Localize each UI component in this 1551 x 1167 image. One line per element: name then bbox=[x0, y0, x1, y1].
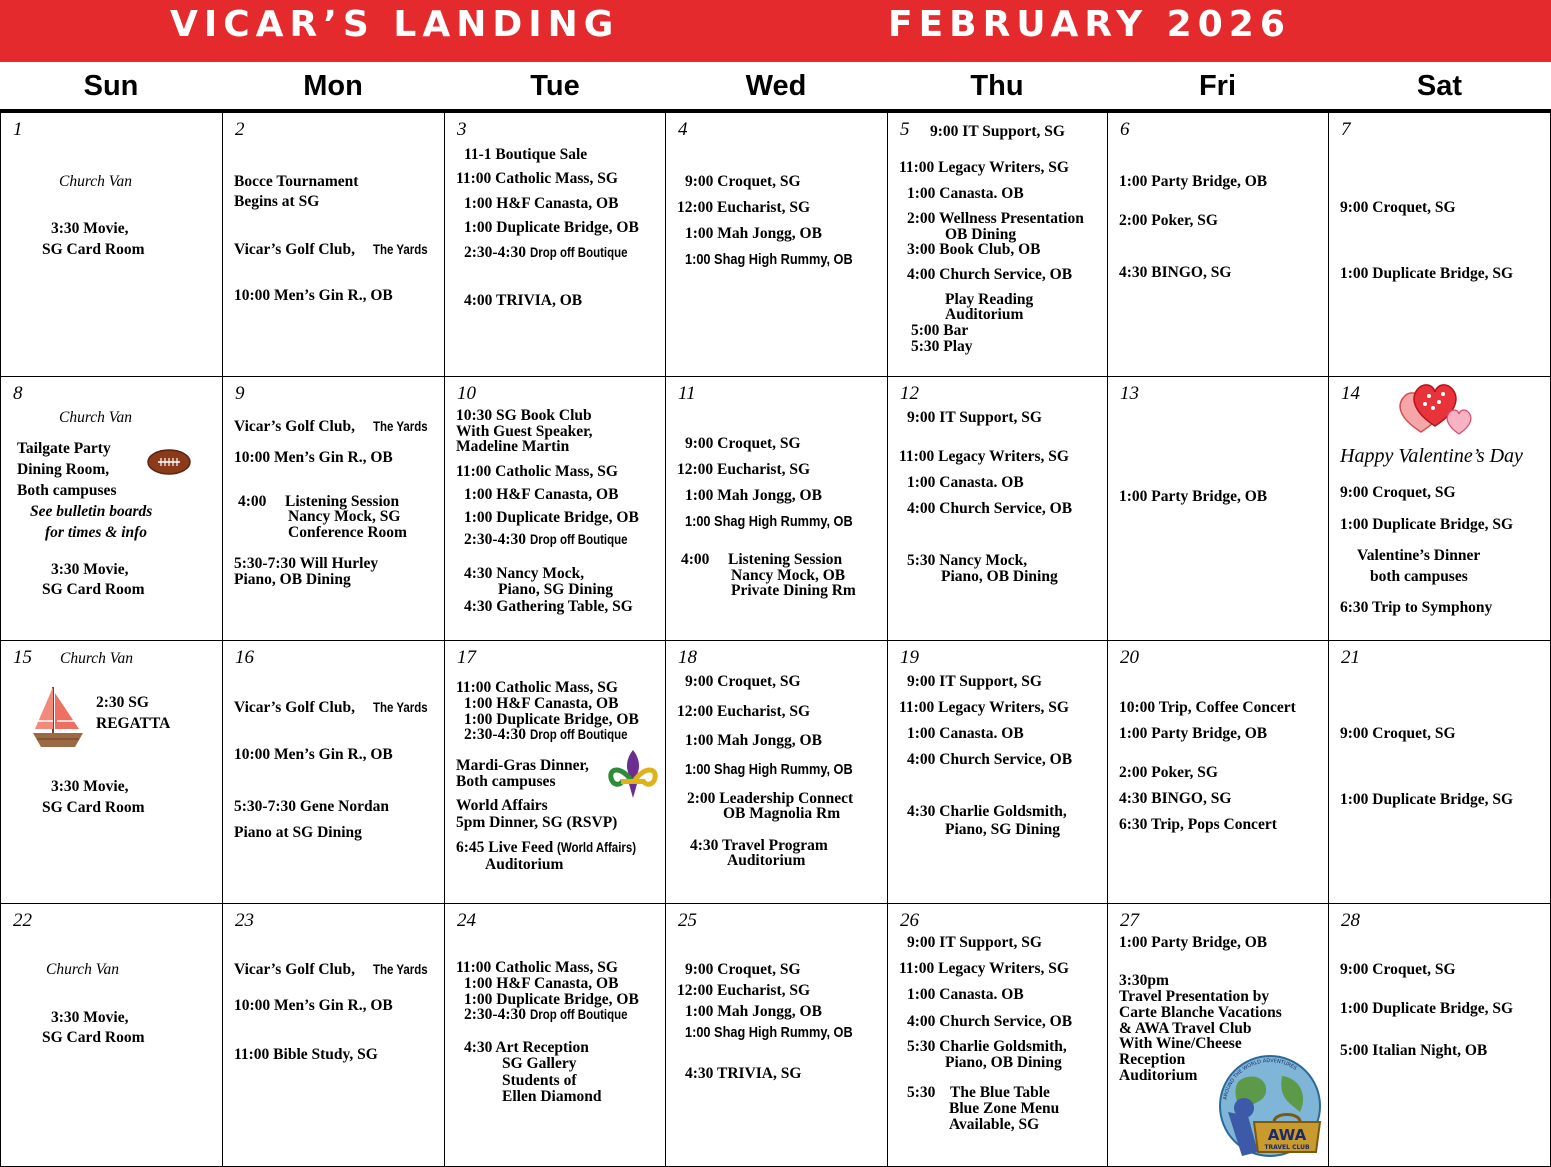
day-number: 19 bbox=[900, 647, 919, 668]
event-line: 9:00 Croquet, SG bbox=[1340, 961, 1456, 978]
event-line: 3:30 Movie, bbox=[51, 561, 129, 578]
weekday-sun: Sun bbox=[83, 70, 139, 102]
event-line: 5:30 Charlie Goldsmith, bbox=[907, 1038, 1067, 1055]
event-line: The Yards bbox=[373, 700, 428, 715]
event-line: 1:00 H&F Canasta, OB bbox=[464, 195, 619, 212]
event-line: 9:00 Croquet, SG bbox=[685, 673, 801, 690]
event-line: 1:00 Party Bridge, OB bbox=[1119, 173, 1268, 190]
day-number: 24 bbox=[457, 910, 476, 931]
event-line: Mardi-Gras Dinner, bbox=[456, 757, 589, 774]
event-line: 9:00 IT Support, SG bbox=[907, 409, 1042, 426]
event-line: 12:00 Eucharist, SG bbox=[677, 982, 811, 999]
event-line: 4:00 TRIVIA, OB bbox=[464, 292, 583, 309]
event-line: 1:00 Duplicate Bridge, OB bbox=[464, 219, 639, 236]
event-line: Private Dining Rm bbox=[731, 582, 856, 599]
event-line: 9:00 Croquet, SG bbox=[1340, 199, 1456, 216]
event-line: 12:00 Eucharist, SG bbox=[677, 461, 811, 478]
event-line: Both campuses bbox=[17, 482, 117, 499]
event-line: Both campuses bbox=[456, 773, 556, 790]
event-line: Church Van bbox=[60, 650, 134, 667]
day-number: 25 bbox=[678, 910, 697, 931]
event-line: 11:00 Catholic Mass, SG bbox=[456, 959, 618, 976]
weekday-fri: Fri bbox=[1198, 70, 1237, 102]
day-cell bbox=[1329, 904, 1550, 1166]
event-line: Auditorium bbox=[1119, 1067, 1198, 1084]
event-line: 9:00 IT Support, SG bbox=[907, 934, 1042, 951]
event-line: 1:00 Mah Jongg, OB bbox=[685, 1003, 822, 1020]
event-line: 3:30 Movie, bbox=[51, 1009, 129, 1026]
day-cell bbox=[888, 904, 1107, 1166]
event-line: 1:00 Party Bridge, OB bbox=[1119, 488, 1268, 505]
event-line: 1:00 Shag High Rummy, OB bbox=[685, 513, 853, 530]
event-line: Piano, OB Dining bbox=[234, 571, 351, 588]
day-number: 7 bbox=[1341, 119, 1351, 140]
day-number: 27 bbox=[1120, 910, 1139, 931]
day-cell bbox=[1329, 641, 1550, 903]
day-cell bbox=[223, 641, 444, 903]
event-line: Drop off Boutique bbox=[529, 532, 628, 547]
awa-travel-club-logo bbox=[1208, 1052, 1328, 1164]
event-line: 1:00 Shag High Rummy, OB bbox=[685, 1024, 853, 1041]
event-line: 9:00 Croquet, SG bbox=[1340, 484, 1456, 501]
event-line: Piano, OB Dining bbox=[945, 1054, 1062, 1071]
event-line: Auditorium bbox=[945, 306, 1024, 323]
day-number: 1 bbox=[13, 119, 23, 140]
event-line: Drop off Boutique bbox=[529, 245, 628, 260]
event-line: 1:00 H&F Canasta, OB bbox=[464, 695, 619, 712]
hearts-icon bbox=[1395, 382, 1475, 436]
day-cell bbox=[888, 641, 1107, 903]
event-line: Listening Session bbox=[728, 551, 843, 568]
day-number: 16 bbox=[235, 647, 254, 668]
event-line: for times & info bbox=[45, 524, 148, 541]
event-line: 6:30 Trip, Pops Concert bbox=[1119, 816, 1277, 833]
event-line: both campuses bbox=[1370, 568, 1468, 585]
event-line: 4:00 Church Service, OB bbox=[907, 266, 1073, 283]
event-line: 1:00 Mah Jongg, OB bbox=[685, 487, 822, 504]
event-line: 1:00 Party Bridge, OB bbox=[1119, 725, 1268, 742]
day-cell bbox=[445, 641, 665, 903]
event-line: Vicar’s Golf Club, bbox=[234, 418, 355, 435]
day-cell bbox=[1329, 377, 1550, 640]
weekday-mon: Mon bbox=[303, 70, 363, 102]
event-line: 2:30-4:30 bbox=[464, 726, 526, 743]
event-line: 1:00 Shag High Rummy, OB bbox=[685, 251, 853, 268]
event-line: 9:00 Croquet, SG bbox=[685, 435, 801, 452]
event-line: 5:30 Nancy Mock, bbox=[907, 552, 1028, 569]
day-cell bbox=[223, 377, 444, 640]
event-line: 4:00 bbox=[681, 551, 710, 568]
event-line: With Guest Speaker, bbox=[456, 423, 593, 440]
event-line: Piano, SG Dining bbox=[498, 581, 613, 598]
month-title: FEBRUARY 2026 bbox=[888, 4, 1291, 45]
event-line: SG Card Room bbox=[42, 1029, 145, 1046]
event-line: 12:00 Eucharist, SG bbox=[677, 703, 811, 720]
event-line: Auditorium bbox=[727, 852, 806, 869]
event-line: Church Van bbox=[46, 961, 120, 978]
event-line: 4:30 Gathering Table, SG bbox=[464, 598, 633, 615]
event-line: 9:00 IT Support, SG bbox=[930, 123, 1065, 140]
event-line: 1:00 Canasta. OB bbox=[907, 185, 1024, 202]
day-cell bbox=[1108, 377, 1328, 640]
event-line: The Yards bbox=[373, 419, 428, 434]
day-cell bbox=[445, 377, 665, 640]
event-line: 1:00 Canasta. OB bbox=[907, 986, 1024, 1003]
event-line: Students of bbox=[502, 1072, 577, 1089]
event-line: 1:00 Duplicate Bridge, OB bbox=[464, 711, 639, 728]
day-cell bbox=[1108, 641, 1328, 903]
day-number: 11 bbox=[678, 383, 696, 404]
day-number: 2 bbox=[235, 119, 245, 140]
event-line: Piano at SG Dining bbox=[234, 824, 362, 841]
event-line: SG Card Room bbox=[42, 241, 145, 258]
day-cell bbox=[1329, 113, 1550, 376]
day-number: 13 bbox=[1120, 383, 1139, 404]
day-cell bbox=[1, 641, 222, 903]
awa-logo-ring-text: AROUND THE WORLD ADVENTURES bbox=[1222, 1057, 1298, 1101]
day-cell bbox=[445, 113, 665, 376]
event-line: REGATTA bbox=[96, 715, 171, 732]
event-line: Vicar’s Golf Club, bbox=[234, 699, 355, 716]
day-number: 3 bbox=[457, 119, 467, 140]
event-line: 2:00 Leadership Connect bbox=[687, 790, 854, 807]
event-line: Church Van bbox=[59, 173, 133, 190]
event-line: 10:00 Men’s Gin R., OB bbox=[234, 287, 393, 304]
day-number: 14 bbox=[1341, 383, 1360, 404]
day-number: 15 bbox=[13, 647, 32, 668]
event-line: OB Dining bbox=[945, 226, 1017, 243]
event-line: Listening Session bbox=[285, 493, 400, 510]
event-line: 6:30 Trip to Symphony bbox=[1340, 599, 1493, 616]
day-cell bbox=[666, 904, 887, 1166]
event-line: 4:00 Church Service, OB bbox=[907, 1013, 1073, 1030]
event-line: Piano, SG Dining bbox=[945, 821, 1060, 838]
event-line: 11:00 Catholic Mass, SG bbox=[456, 679, 618, 696]
event-line: 2:30-4:30 bbox=[464, 531, 526, 548]
event-line: 9:00 IT Support, SG bbox=[907, 673, 1042, 690]
event-line: 1:00 H&F Canasta, OB bbox=[464, 486, 619, 503]
event-line: 5:30 Play bbox=[911, 338, 973, 355]
day-number: 22 bbox=[13, 910, 32, 931]
event-line: 1:00 Mah Jongg, OB bbox=[685, 732, 822, 749]
fleur-de-lis-icon bbox=[607, 746, 659, 802]
day-cell bbox=[1108, 113, 1328, 376]
weekday-thu: Thu bbox=[970, 70, 1024, 102]
day-number: 17 bbox=[457, 647, 476, 668]
event-line: The Yards bbox=[373, 962, 428, 977]
event-line: 1:00 Duplicate Bridge, SG bbox=[1340, 1000, 1514, 1017]
event-line: With Wine/Cheese bbox=[1119, 1035, 1242, 1052]
event-line: Conference Room bbox=[288, 524, 407, 541]
day-cell bbox=[223, 904, 444, 1166]
event-line: 11:00 Legacy Writers, SG bbox=[899, 448, 1069, 465]
event-line: 1:00 Canasta. OB bbox=[907, 725, 1024, 742]
weekday-tue: Tue bbox=[530, 70, 580, 102]
day-number: 23 bbox=[235, 910, 254, 931]
event-line: 5:00 Italian Night, OB bbox=[1340, 1042, 1488, 1059]
event-line: 10:00 Trip, Coffee Concert bbox=[1119, 699, 1296, 716]
event-line: 1:00 Canasta. OB bbox=[907, 474, 1024, 491]
day-cell bbox=[1, 377, 222, 640]
event-line: Nancy Mock, OB bbox=[731, 567, 846, 584]
day-number: 21 bbox=[1341, 647, 1360, 668]
event-line: 1:00 Duplicate Bridge, OB bbox=[464, 509, 639, 526]
event-line: 4:00 Church Service, OB bbox=[907, 751, 1073, 768]
day-cell bbox=[1108, 904, 1328, 1166]
event-line: 1:00 Duplicate Bridge, OB bbox=[464, 991, 639, 1008]
event-line: 3:30 Movie, bbox=[51, 778, 129, 795]
day-cell bbox=[888, 113, 1107, 376]
event-line: 2:00 Wellness Presentation bbox=[907, 210, 1084, 227]
day-number: 20 bbox=[1120, 647, 1139, 668]
event-line: 10:00 Men’s Gin R., OB bbox=[234, 746, 393, 763]
day-cell bbox=[1, 904, 222, 1166]
header-banner bbox=[0, 0, 1551, 62]
event-line: SG Card Room bbox=[42, 581, 145, 598]
event-line: 2:30-4:30 bbox=[464, 1006, 526, 1023]
day-number: 26 bbox=[900, 910, 919, 931]
event-line: 1:00 H&F Canasta, OB bbox=[464, 975, 619, 992]
event-line: 10:30 SG Book Club bbox=[456, 407, 592, 424]
event-line: Drop off Boutique bbox=[529, 727, 628, 742]
event-line: Madeline Martin bbox=[456, 438, 570, 455]
event-line: 4:30 Travel Program bbox=[690, 837, 828, 854]
event-line: Happy Valentine’s Day bbox=[1340, 445, 1523, 467]
day-number: 9 bbox=[235, 383, 245, 404]
event-line: 6:45 Live Feed bbox=[456, 839, 554, 856]
awa-logo-subtext: TRAVEL CLUB bbox=[1264, 1144, 1310, 1151]
weekday-wed: Wed bbox=[745, 70, 807, 102]
event-line: Reception bbox=[1119, 1051, 1186, 1068]
event-line: Begins at SG bbox=[234, 193, 320, 210]
event-line: 3:30 Movie, bbox=[51, 220, 129, 237]
weekday-header bbox=[0, 62, 1551, 110]
event-line: Church Van bbox=[59, 409, 133, 426]
event-line: (World Affairs) bbox=[557, 840, 637, 855]
event-line: 11:00 Catholic Mass, SG bbox=[456, 170, 618, 187]
event-line: OB Magnolia Rm bbox=[723, 805, 841, 822]
event-line: World Affairs bbox=[456, 797, 548, 814]
event-line: 11:00 Legacy Writers, SG bbox=[899, 159, 1069, 176]
event-line: 5:30-7:30 Gene Nordan bbox=[234, 798, 389, 815]
event-line: Nancy Mock, SG bbox=[288, 508, 401, 525]
event-line: Available, SG bbox=[949, 1116, 1040, 1133]
event-line: Piano, OB Dining bbox=[941, 568, 1058, 585]
event-line: 4:30 TRIVIA, SG bbox=[685, 1065, 802, 1082]
event-line: 12:00 Eucharist, SG bbox=[677, 199, 811, 216]
event-line: 3:30pm bbox=[1119, 972, 1169, 989]
event-line: 11:00 Legacy Writers, SG bbox=[899, 699, 1069, 716]
event-line: 9:00 Croquet, SG bbox=[1340, 725, 1456, 742]
event-line: 4:30 Charlie Goldsmith, bbox=[907, 803, 1067, 820]
event-line: Valentine’s Dinner bbox=[1357, 547, 1481, 564]
day-cell bbox=[666, 113, 887, 376]
event-line: Ellen Diamond bbox=[502, 1088, 602, 1105]
day-number: 12 bbox=[900, 383, 919, 404]
event-line: 3:00 Book Club, OB bbox=[907, 241, 1041, 258]
event-line: 11-1 Boutique Sale bbox=[464, 146, 588, 163]
community-title: VICAR’S LANDING bbox=[170, 4, 620, 45]
event-line: 4:30 Nancy Mock, bbox=[464, 565, 585, 582]
event-line: 4:30 BINGO, SG bbox=[1119, 264, 1232, 281]
event-line: SG Card Room bbox=[42, 799, 145, 816]
event-line: Auditorium bbox=[485, 856, 564, 873]
event-line: & AWA Travel Club bbox=[1119, 1020, 1252, 1037]
event-line: 5:30 bbox=[907, 1084, 936, 1101]
event-line: Tailgate Party bbox=[17, 440, 111, 457]
event-line: Dining Room, bbox=[17, 461, 110, 478]
day-cell bbox=[888, 377, 1107, 640]
event-line: Drop off Boutique bbox=[529, 1007, 628, 1022]
sailboat-icon bbox=[31, 683, 85, 749]
day-cell bbox=[1, 113, 222, 376]
event-line: 9:00 Croquet, SG bbox=[685, 173, 801, 190]
event-line: Carte Blanche Vacations bbox=[1119, 1004, 1282, 1021]
event-line: 4:00 Church Service, OB bbox=[907, 500, 1073, 517]
event-line: 1:00 Shag High Rummy, OB bbox=[685, 761, 853, 778]
event-line: 11:00 Legacy Writers, SG bbox=[899, 960, 1069, 977]
event-line: 1:00 Duplicate Bridge, SG bbox=[1340, 265, 1514, 282]
day-cell bbox=[223, 113, 444, 376]
day-cell bbox=[666, 641, 887, 903]
event-line: 1:00 Mah Jongg, OB bbox=[685, 225, 822, 242]
event-line: SG Gallery bbox=[502, 1055, 577, 1072]
event-line: 1:00 Party Bridge, OB bbox=[1119, 934, 1268, 951]
day-number: 5 bbox=[900, 119, 910, 140]
weekday-sat: Sat bbox=[1416, 70, 1463, 102]
day-number: 8 bbox=[13, 383, 23, 404]
day-cell bbox=[445, 904, 665, 1166]
event-line: 2:00 Poker, SG bbox=[1119, 212, 1218, 229]
event-line: Bocce Tournament bbox=[234, 173, 359, 190]
event-line: 2:00 Poker, SG bbox=[1119, 764, 1218, 781]
event-line: 9:00 Croquet, SG bbox=[685, 961, 801, 978]
event-line: 10:00 Men’s Gin R., OB bbox=[234, 997, 393, 1014]
event-line: Travel Presentation by bbox=[1119, 988, 1270, 1005]
event-line: 4:30 Art Reception bbox=[464, 1039, 589, 1056]
event-line: 5:00 Bar bbox=[911, 322, 969, 339]
day-cell bbox=[666, 377, 887, 640]
event-line: 1:00 Duplicate Bridge, SG bbox=[1340, 516, 1514, 533]
day-number: 10 bbox=[457, 383, 476, 404]
day-number: 6 bbox=[1120, 119, 1130, 140]
event-line: Blue Zone Menu bbox=[949, 1100, 1060, 1117]
awa-logo-text: AWA bbox=[1267, 1126, 1307, 1144]
event-line: Vicar’s Golf Club, bbox=[234, 961, 355, 978]
football-icon bbox=[146, 447, 192, 477]
event-line: 10:00 Men’s Gin R., OB bbox=[234, 449, 393, 466]
event-line: 5:30-7:30 Will Hurley bbox=[234, 555, 379, 572]
day-number: 4 bbox=[678, 119, 688, 140]
event-line: 1:00 Duplicate Bridge, SG bbox=[1340, 791, 1514, 808]
event-line: The Yards bbox=[373, 242, 428, 257]
event-line: 2:30 SG bbox=[96, 694, 149, 711]
day-number: 28 bbox=[1341, 910, 1360, 931]
event-line: 5pm Dinner, SG (RSVP) bbox=[456, 814, 618, 831]
event-line: 11:00 Bible Study, SG bbox=[234, 1046, 378, 1063]
event-line: See bulletin boards bbox=[30, 503, 153, 520]
event-line: 4:00 bbox=[238, 493, 267, 510]
event-line: 4:30 BINGO, SG bbox=[1119, 790, 1232, 807]
event-line: 2:30-4:30 bbox=[464, 244, 526, 261]
event-line: Vicar’s Golf Club, bbox=[234, 241, 355, 258]
event-line: 11:00 Catholic Mass, SG bbox=[456, 463, 618, 480]
event-line: Play Reading bbox=[945, 291, 1034, 308]
event-line: The Blue Table bbox=[950, 1084, 1050, 1101]
day-number: 18 bbox=[678, 647, 697, 668]
